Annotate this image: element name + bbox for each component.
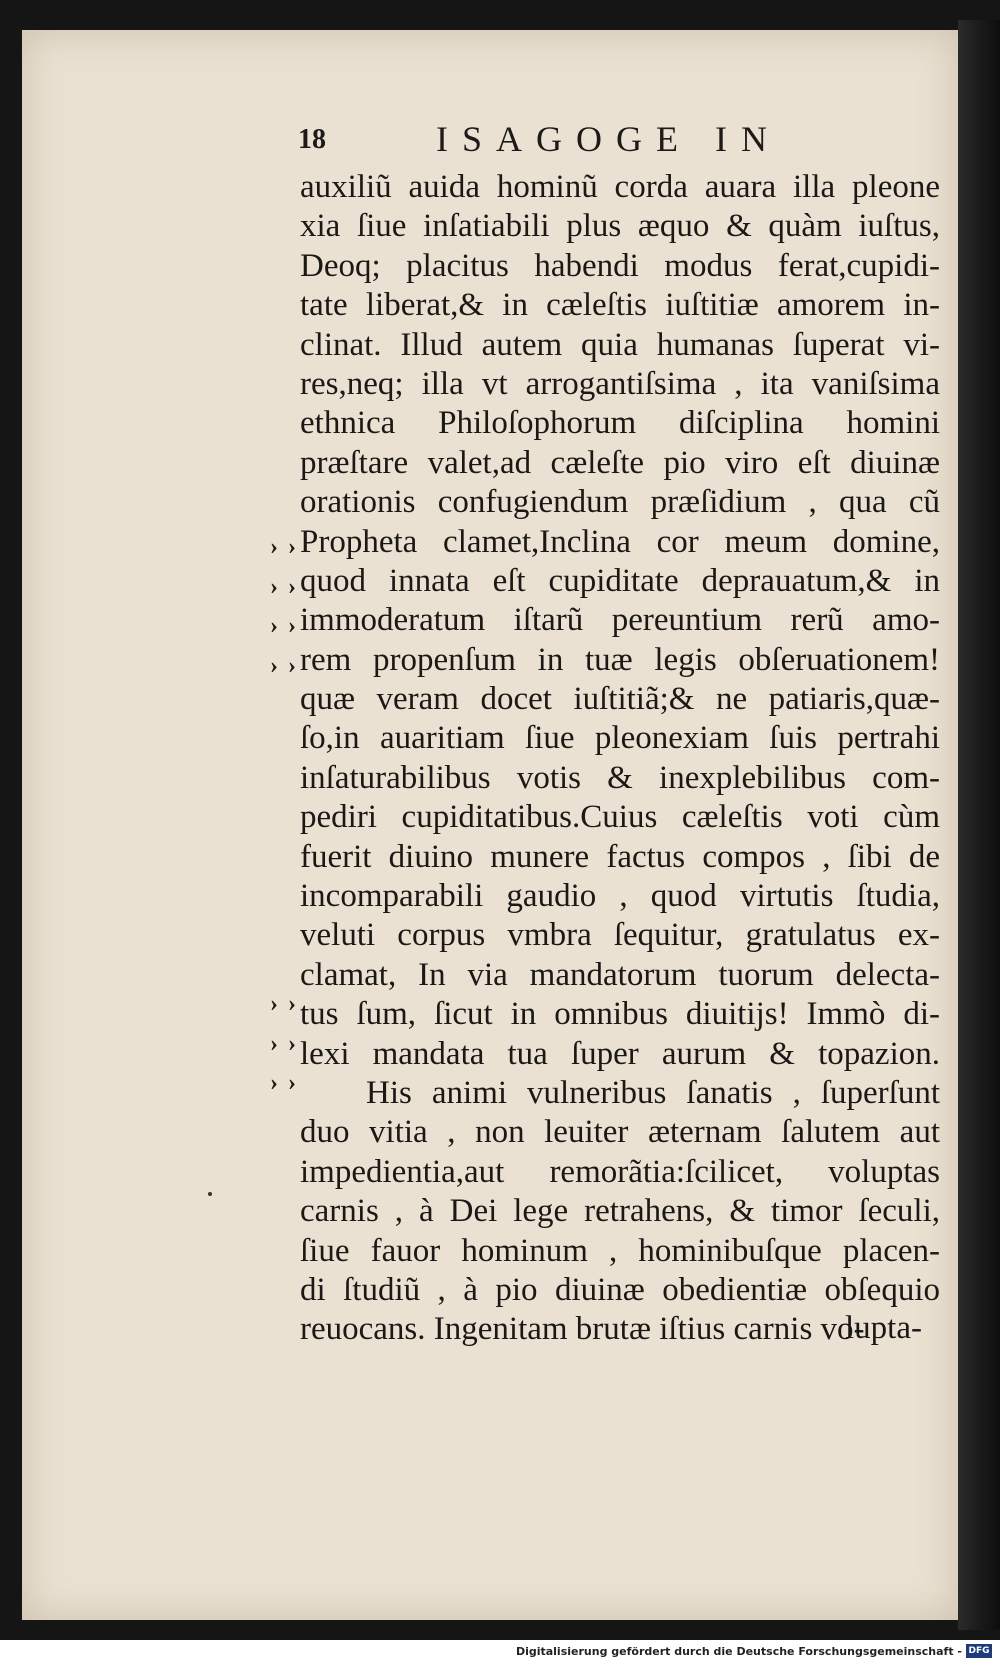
text-line: lexi mandata tua ſuper aurum & topazion. [300,1035,940,1072]
text-line: auxiliũ auida hominũ corda auara illa pleone [300,169,940,205]
page-header [298,118,858,158]
text-line: præſtare valet,ad cæleſte pio viro eſt diuinæ [300,444,940,481]
quote-mark: › › [270,652,298,679]
text-line: clamat, In via mandatorum tuorum delecta- [300,956,940,993]
dfg-logo: DFG [966,1644,992,1658]
text-line: reuocans. Ingenitam brutæ iſtius carnis vo- [300,1311,865,1348]
text-line: tate liberat,& in cæleſtis iuſtitiæ amorem in- [300,287,940,324]
funding-credit: Digitalisierung gefördert durch die Deutsche Forschungsgemeinschaft - [515,1645,962,1658]
text-line: fuerit diuino munere factus compos , ſibi de [300,838,940,875]
page-number: 18 [298,124,326,155]
ink-speck [208,1192,212,1196]
catchword: lupta- [845,1310,922,1346]
text-line: pediri cupiditatibus.Cuius cæleſtis voti cùm [300,799,940,836]
text-line: orationis confugiendum præſidium , qua cũ [300,484,940,521]
text-line: rem propenſum in tuæ legis obſeruationem! [300,641,940,678]
quote-mark: › › [270,613,298,640]
text-line: tus ſum, ſicut in omnibus diuitijs! Immò di- [300,996,940,1033]
quote-mark: › › [270,573,298,600]
running-title: ISAGOGE IN [436,119,781,159]
text-line: immoderatum iſtarũ pereuntium rerũ amo- [300,602,940,639]
text-line: quæ veram docet iuſtitiã;& ne patiaris,quæ- [300,681,940,718]
quote-mark: › › [270,991,298,1018]
page-edge [958,20,1000,1630]
text-line: di ſtudiũ , à pio diuinæ obedientiæ obſequio [300,1271,940,1308]
text-line: quod innata eſt cupiditate deprauatum,& in [300,562,940,599]
footer-bar [0,1640,1000,1665]
text-line: clinat. Illud autem quia humanas ſuperat vi- [300,326,940,363]
quote-mark: › › [270,1070,298,1097]
text-line: duo vitia , non leuiter æternam ſalutem aut [300,1114,940,1151]
text-line: xia ſiue inſatiabili plus æquo & quàm iuſtus, [300,208,940,245]
text-line: ſiue fauor hominum , hominibuſque placen- [300,1232,940,1269]
text-line: impedientia,aut remorãtia:ſcilicet, voluptas [300,1153,940,1190]
quote-mark: › › [270,1030,298,1057]
text-line: Propheta clamet,Inclina cor meum domine, [300,523,940,560]
text-line: ethnica Philoſophorum diſciplina homini [300,405,940,442]
text-line: inſaturabilibus votis & inexplebilibus com- [300,759,940,796]
text-line: carnis , à Dei lege retrahens, & timor ſeculi, [300,1193,940,1230]
text-line: Deoq; placitus habendi modus ferat,cupidi- [300,247,940,284]
body-text [300,168,940,1350]
quote-mark: › › [270,534,298,561]
text-line: His animi vulneribus ſanatis , ſuperſunt [366,1074,940,1111]
text-line: res,neq; illa vt arrogantiſsima , ita vaniſsima [300,365,940,402]
text-line: ſo,in auaritiam ſiue pleonexiam ſuis pertrahi [300,720,940,757]
text-line: incomparabili gaudio , quod virtutis ſtudia, [300,878,940,915]
text-line: veluti corpus vmbra ſequitur, gratulatus ex- [300,917,940,954]
